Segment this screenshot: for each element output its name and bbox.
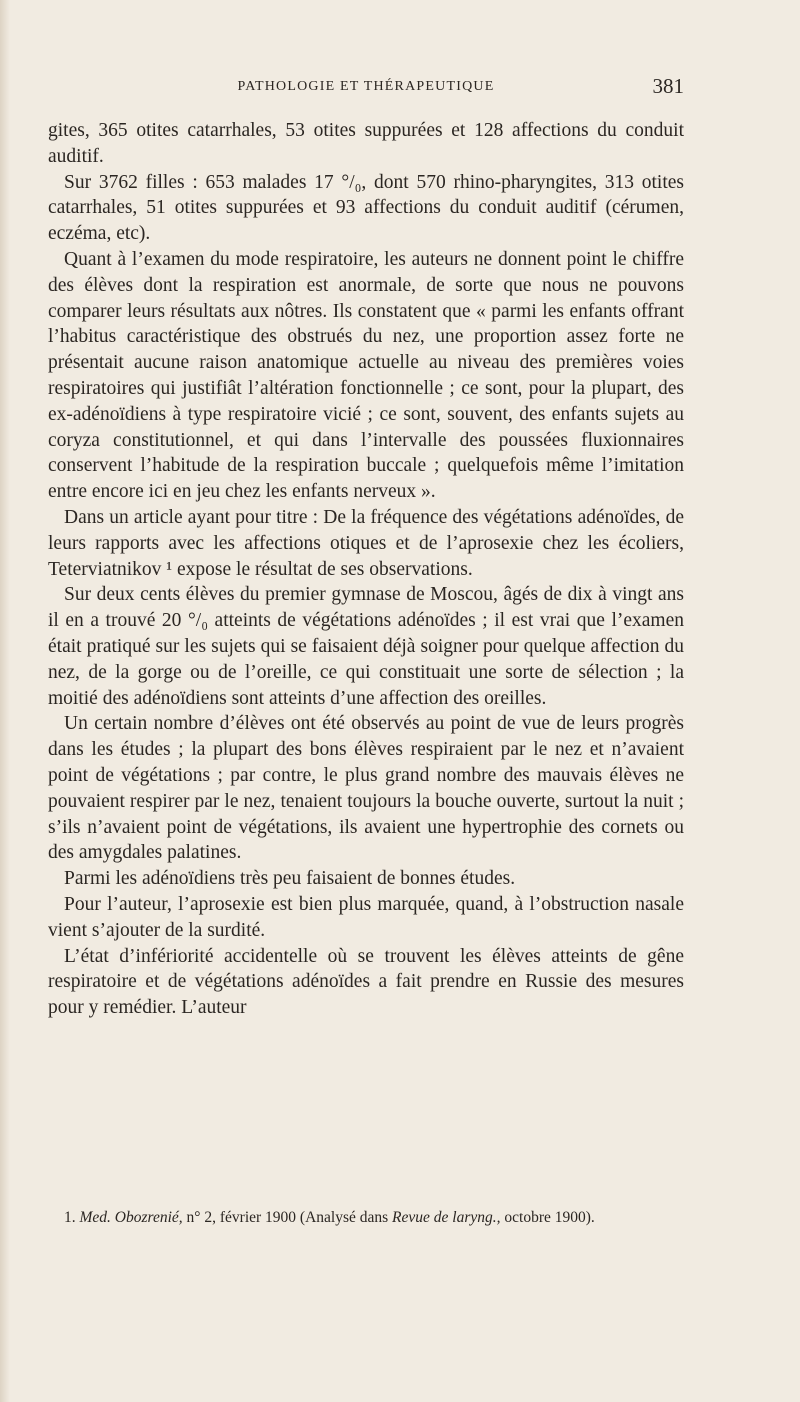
footnote-details: n° 2, février 1900 (Analysé dans xyxy=(182,1209,393,1226)
footnote-review: Revue de laryng., xyxy=(392,1209,501,1226)
paragraph-continued: gites, 365 otites catarrhales, 53 otites suppurées et 128 affections du conduit auditif. xyxy=(48,120,684,167)
page-number: 381 xyxy=(652,74,684,98)
running-header xyxy=(48,76,684,102)
page-fold-shadow xyxy=(0,0,10,1402)
footnote xyxy=(48,1207,684,1228)
footnote-number: 1. xyxy=(64,1209,76,1226)
body-text xyxy=(48,118,684,1021)
paragraph: Dans un article ayant pour titre : De la fréquence des végétations adénoïdes, de leurs rapports avec les affections otiques et de l’aprosexie chez les écoliers, Teterviatnikov ¹ expose le résultat de ses observations. xyxy=(48,506,684,580)
footnote-date: octobre 1900). xyxy=(500,1209,595,1226)
paragraph: L’état d’infériorité accidentelle où se trouvent les élèves atteints de gêne respiratoire et de végétations adénoïdes a fait prendre en Russie des mesures pour y remédier. L’auteur xyxy=(48,945,684,1019)
paragraph: Quant à l’examen du mode respiratoire, les auteurs ne donnent point le chiffre des élèves dont la respiration est anormale, de sorte que nous ne pouvons comparer leurs résultats aux nôtres. Ils constatent que « parmi les enfants offrant l’habitus caractéristique des obstrués du nez, une proportion assez forte ne présentait aucune raison anatomique actuelle au niveau des premières voies respiratoires qui justifiât l’altération fonctionnelle ; ce sont, pour la plupart, des ex-adénoïdiens à type respiratoire vicié ; ce sont, souvent, des enfants sujets au coryza constitutionnel, et qui dans l’intervalle des poussées fluxionnaires conservent l’habitude de la respiration buccale ; quelquefois même l’imitation entre encore ici en jeu chez les enfants nerveux ». xyxy=(48,248,684,503)
paragraph: Parmi les adénoïdiens très peu faisaient de bonnes études. xyxy=(64,868,516,890)
paragraph: Un certain nombre d’élèves ont été observés au point de vue de leurs progrès dans les études ; la plupart des bons élèves respiraient par le nez et n’avaient point de végétations ; par contre, le plus grand nombre des mauvais élèves ne pouvaient respirer par le nez, tenaient toujours la bouche ouverte, surtout la nuit ; s’ils n’avaient point de végétations, ils avaient une hypertrophie des cornets ou des amygdales palatines. xyxy=(48,713,684,864)
paragraph: Sur 3762 filles : 653 malades 17 °/₀, dont 570 rhino-pharyngites, 313 otites catarrhales, 51 otites suppurées et 93 affections du conduit auditif (cérumen, eczéma, etc). xyxy=(48,171,684,245)
paragraph: Pour l’auteur, l’aprosexie est bien plus marquée, quand, à l’obstruction nasale vient s’ajouter de la surdité. xyxy=(48,893,684,941)
footnote-journal: Med. Obozrenié, xyxy=(79,1209,183,1226)
running-title: PATHOLOGIE ET THÉRAPEUTIQUE xyxy=(237,79,495,94)
paragraph: Sur deux cents élèves du premier gymnase de Moscou, âgés de dix à vingt ans il en a trouvé 20 °/₀ atteints de végétations adénoïdes ; il est vrai que l’examen était pratiqué sur les sujets qui se faisaient déjà soigner pour quelque affection du nez, de la gorge ou de l’oreille, ce qui constituait une sorte de sélection ; la moitié des adénoïdiens sont atteints d’une affection des oreilles. xyxy=(48,584,684,709)
